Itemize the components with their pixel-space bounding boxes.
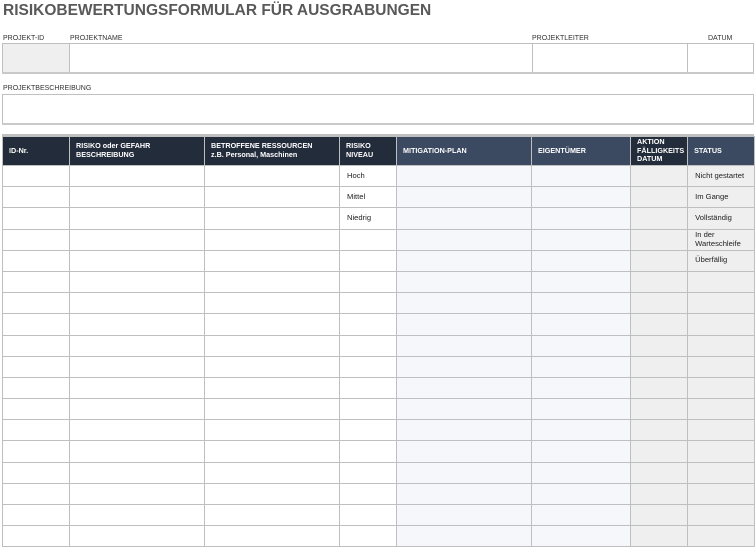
cell-status[interactable] [688, 399, 755, 420]
cell-mitigation[interactable] [397, 208, 532, 229]
cell-level[interactable]: Niedrig [340, 208, 397, 229]
cell-status[interactable] [688, 483, 755, 504]
cell-owner[interactable] [532, 526, 631, 547]
risk-table [2, 136, 755, 547]
cell-mitigation[interactable] [397, 335, 532, 356]
cell-owner[interactable] [532, 356, 631, 377]
cell-owner[interactable] [532, 293, 631, 314]
cell-risk[interactable] [70, 271, 205, 292]
cell-level[interactable] [340, 293, 397, 314]
cell-id[interactable] [3, 399, 70, 420]
cell-due-date[interactable] [631, 166, 688, 187]
cell-due-date[interactable] [631, 526, 688, 547]
field-divider [2, 72, 754, 74]
cell-level[interactable] [340, 505, 397, 526]
cell-id[interactable] [3, 250, 70, 271]
cell-risk[interactable] [70, 441, 205, 462]
cell-risk[interactable] [70, 166, 205, 187]
cell-risk[interactable] [70, 229, 205, 250]
cell-risk[interactable] [70, 526, 205, 547]
project-lead-field[interactable] [532, 43, 688, 73]
cell-owner[interactable] [532, 399, 631, 420]
table-row [3, 462, 755, 483]
cell-resources[interactable] [205, 420, 340, 441]
cell-due-date[interactable] [631, 441, 688, 462]
cell-due-date[interactable] [631, 208, 688, 229]
cell-mitigation[interactable] [397, 399, 532, 420]
project-name-field[interactable] [69, 43, 533, 73]
cell-mitigation[interactable] [397, 441, 532, 462]
table-row [3, 335, 755, 356]
table-row [3, 271, 755, 292]
cell-risk[interactable] [70, 335, 205, 356]
cell-risk[interactable] [70, 505, 205, 526]
cell-resources[interactable] [205, 399, 340, 420]
cell-owner[interactable] [532, 166, 631, 187]
cell-level[interactable] [340, 335, 397, 356]
date-label: DATUM [708, 35, 733, 42]
cell-owner[interactable] [532, 420, 631, 441]
cell-resources[interactable] [205, 441, 340, 462]
cell-level[interactable] [340, 420, 397, 441]
cell-id[interactable] [3, 335, 70, 356]
cell-mitigation[interactable] [397, 420, 532, 441]
cell-resources[interactable] [205, 250, 340, 271]
cell-level[interactable] [340, 462, 397, 483]
cell-id[interactable] [3, 462, 70, 483]
cell-status[interactable] [688, 314, 755, 335]
cell-due-date[interactable] [631, 377, 688, 398]
table-row [3, 505, 755, 526]
header-owner: EIGENTÜMER [532, 137, 631, 166]
cell-mitigation[interactable] [397, 462, 532, 483]
cell-owner[interactable] [532, 483, 631, 504]
cell-resources[interactable] [205, 271, 340, 292]
cell-level[interactable] [340, 526, 397, 547]
header-resources: BETROFFENE RESSOURCEN z.B. Personal, Maschinen [205, 137, 340, 166]
table-row [3, 293, 755, 314]
cell-due-date[interactable] [631, 356, 688, 377]
cell-due-date[interactable] [631, 187, 688, 208]
cell-status[interactable]: Im Gange [688, 187, 755, 208]
header-due-date: AKTION FÄLLIGKEITS DATUM [631, 137, 688, 166]
cell-id[interactable] [3, 166, 70, 187]
cell-id[interactable] [3, 293, 70, 314]
cell-mitigation[interactable] [397, 293, 532, 314]
table-row [3, 420, 755, 441]
cell-due-date[interactable] [631, 399, 688, 420]
table-row [3, 166, 755, 187]
table-row [3, 377, 755, 398]
cell-resources[interactable] [205, 335, 340, 356]
project-id-label: PROJEKT-ID [3, 35, 45, 42]
cell-resources[interactable] [205, 526, 340, 547]
cell-owner[interactable] [532, 377, 631, 398]
cell-id[interactable] [3, 271, 70, 292]
cell-owner[interactable] [532, 462, 631, 483]
cell-mitigation[interactable] [397, 505, 532, 526]
cell-id[interactable] [3, 420, 70, 441]
cell-due-date[interactable] [631, 314, 688, 335]
cell-status[interactable]: Vollständig [688, 208, 755, 229]
cell-mitigation[interactable] [397, 187, 532, 208]
cell-risk[interactable] [70, 356, 205, 377]
cell-due-date[interactable] [631, 420, 688, 441]
cell-resources[interactable] [205, 356, 340, 377]
cell-id[interactable] [3, 314, 70, 335]
cell-mitigation[interactable] [397, 483, 532, 504]
date-field[interactable] [687, 43, 754, 73]
cell-owner[interactable] [532, 505, 631, 526]
table-row [3, 441, 755, 462]
cell-resources[interactable] [205, 229, 340, 250]
table-row [3, 250, 755, 271]
cell-owner[interactable] [532, 335, 631, 356]
cell-mitigation[interactable] [397, 250, 532, 271]
cell-resources[interactable] [205, 483, 340, 504]
cell-level[interactable]: Hoch [340, 166, 397, 187]
cell-status[interactable] [688, 505, 755, 526]
table-row [3, 356, 755, 377]
header-status: STATUS [688, 137, 755, 166]
cell-owner[interactable] [532, 314, 631, 335]
cell-status[interactable] [688, 441, 755, 462]
cell-status[interactable] [688, 377, 755, 398]
cell-level[interactable] [340, 441, 397, 462]
table-row [3, 399, 755, 420]
cell-level[interactable] [340, 377, 397, 398]
table-row [3, 208, 755, 229]
cell-level[interactable] [340, 399, 397, 420]
cell-id[interactable] [3, 526, 70, 547]
cell-owner[interactable] [532, 229, 631, 250]
description-field[interactable] [2, 94, 754, 124]
cell-risk[interactable] [70, 293, 205, 314]
cell-due-date[interactable] [631, 229, 688, 250]
header-risk: RISIKO oder GEFAHR BESCHREIBUNG [70, 137, 205, 166]
header-id: ID-Nr. [3, 137, 70, 166]
cell-level[interactable] [340, 314, 397, 335]
cell-risk[interactable] [70, 314, 205, 335]
cell-level[interactable] [340, 271, 397, 292]
cell-status[interactable] [688, 293, 755, 314]
cell-level[interactable] [340, 250, 397, 271]
cell-id[interactable] [3, 483, 70, 504]
cell-due-date[interactable] [631, 293, 688, 314]
cell-risk[interactable] [70, 462, 205, 483]
cell-id[interactable] [3, 187, 70, 208]
cell-resources[interactable] [205, 377, 340, 398]
cell-owner[interactable] [532, 208, 631, 229]
cell-mitigation[interactable] [397, 271, 532, 292]
cell-level[interactable]: Mittel [340, 187, 397, 208]
cell-due-date[interactable] [631, 483, 688, 504]
page-title: RISIKOBEWERTUNGSFORMULAR FÜR AUSGRABUNGEN [3, 2, 432, 19]
cell-status[interactable]: Überfällig [688, 250, 755, 271]
cell-risk[interactable] [70, 250, 205, 271]
cell-id[interactable] [3, 356, 70, 377]
cell-mitigation[interactable] [397, 166, 532, 187]
cell-status[interactable]: In der Warteschleife [688, 229, 755, 250]
cell-status[interactable]: Nicht gestartet [688, 166, 755, 187]
table-row [3, 229, 755, 250]
cell-risk[interactable] [70, 208, 205, 229]
description-label: PROJEKTBESCHREIBUNG [3, 85, 92, 92]
project-name-label: PROJEKTNAME [70, 35, 123, 42]
cell-status[interactable] [688, 335, 755, 356]
cell-due-date[interactable] [631, 250, 688, 271]
cell-due-date[interactable] [631, 505, 688, 526]
header-level: RISIKO NIVEAU [340, 137, 397, 166]
cell-owner[interactable] [532, 441, 631, 462]
cell-level[interactable] [340, 483, 397, 504]
table-row [3, 526, 755, 547]
cell-level[interactable] [340, 229, 397, 250]
description-divider [2, 123, 754, 125]
header-mitigation: MITIGATION-PLAN [397, 137, 532, 166]
cell-risk[interactable] [70, 420, 205, 441]
cell-risk[interactable] [70, 399, 205, 420]
cell-resources[interactable] [205, 293, 340, 314]
cell-resources[interactable] [205, 166, 340, 187]
cell-risk[interactable] [70, 483, 205, 504]
cell-resources[interactable] [205, 208, 340, 229]
cell-status[interactable] [688, 420, 755, 441]
cell-mitigation[interactable] [397, 526, 532, 547]
cell-status[interactable] [688, 526, 755, 547]
project-lead-label: PROJEKTLEITER [532, 35, 589, 42]
cell-resources[interactable] [205, 187, 340, 208]
project-id-field[interactable] [2, 43, 70, 73]
cell-owner[interactable] [532, 271, 631, 292]
table-row [3, 187, 755, 208]
cell-mitigation[interactable] [397, 377, 532, 398]
cell-status[interactable] [688, 271, 755, 292]
cell-due-date[interactable] [631, 335, 688, 356]
cell-id[interactable] [3, 377, 70, 398]
cell-due-date[interactable] [631, 271, 688, 292]
cell-risk[interactable] [70, 377, 205, 398]
cell-due-date[interactable] [631, 462, 688, 483]
cell-resources[interactable] [205, 314, 340, 335]
cell-id[interactable] [3, 229, 70, 250]
cell-id[interactable] [3, 441, 70, 462]
table-row [3, 483, 755, 504]
cell-level[interactable] [340, 356, 397, 377]
cell-mitigation[interactable] [397, 229, 532, 250]
cell-id[interactable] [3, 505, 70, 526]
cell-status[interactable] [688, 356, 755, 377]
cell-status[interactable] [688, 462, 755, 483]
table-row [3, 314, 755, 335]
cell-owner[interactable] [532, 250, 631, 271]
table-header-row [3, 137, 755, 166]
cell-owner[interactable] [532, 187, 631, 208]
cell-risk[interactable] [70, 187, 205, 208]
cell-resources[interactable] [205, 462, 340, 483]
cell-resources[interactable] [205, 505, 340, 526]
cell-mitigation[interactable] [397, 356, 532, 377]
cell-mitigation[interactable] [397, 314, 532, 335]
cell-id[interactable] [3, 208, 70, 229]
